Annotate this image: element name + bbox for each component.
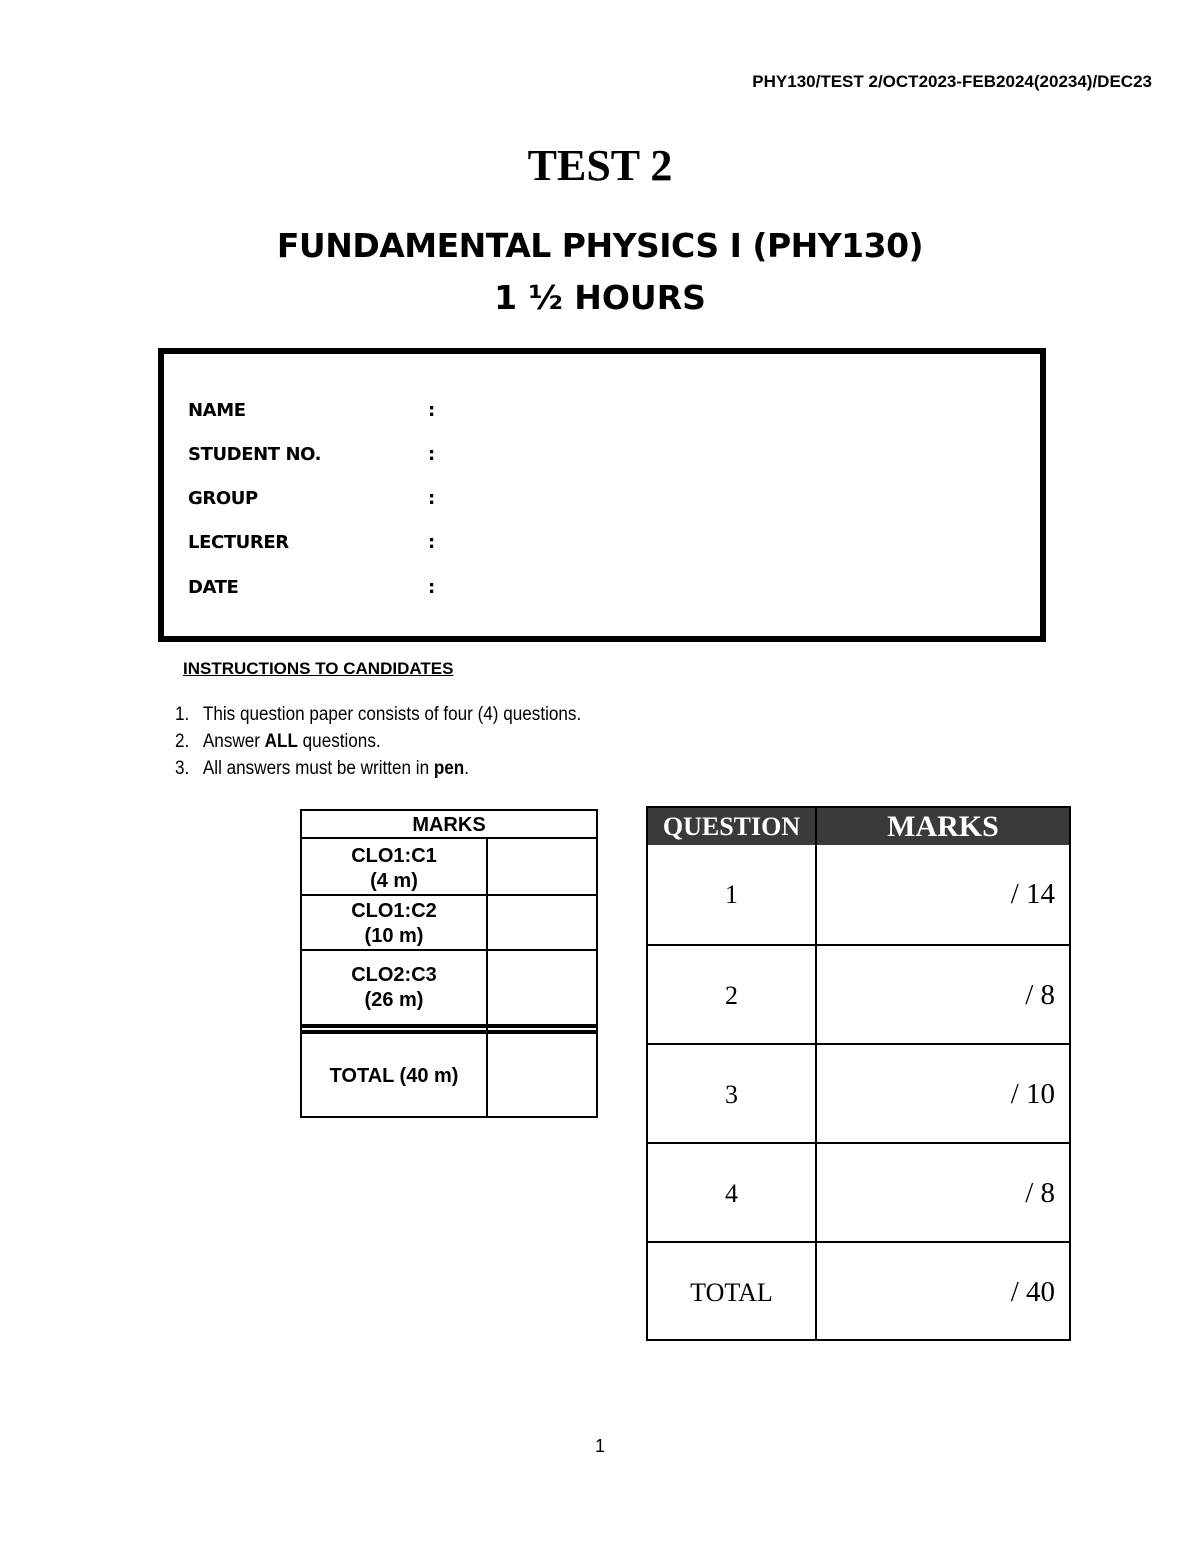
double-rule-top (302, 1024, 596, 1028)
instruction-text: questions. (297, 731, 381, 752)
question-max-marks: / 8 (1025, 1177, 1055, 1209)
instruction-item (175, 704, 581, 726)
clo-code: CLO2:C3 (351, 964, 437, 986)
clo-total-label: TOTAL (40 m) (329, 1065, 459, 1087)
document-code: PHY130/TEST 2/OCT2023-FEB2024(20234)/DEC23 (752, 72, 1152, 91)
question-number: 4 (725, 1179, 738, 1208)
info-colon: : (428, 444, 435, 465)
clo-code: CLO1:C1 (351, 845, 437, 867)
question-number: 1 (725, 880, 738, 909)
marks-column-header: MARKS (817, 808, 1069, 845)
clo-total-cell[interactable] (488, 1034, 596, 1118)
clo-code: CLO1:C2 (351, 900, 437, 922)
clo-marks-table (300, 809, 598, 1118)
question-max-marks: / 10 (1010, 1078, 1055, 1110)
question-row (648, 944, 1069, 1043)
info-colon: : (428, 488, 435, 509)
instruction-number: 2. (175, 731, 190, 752)
info-label: DATE (188, 577, 239, 598)
course-title: FUNDAMENTAL PHYSICS I (PHY130) (276, 226, 924, 265)
clo-score-cell[interactable] (488, 841, 596, 896)
info-label: GROUP (188, 488, 258, 509)
question-total-label: TOTAL (690, 1278, 773, 1307)
info-colon: : (428, 532, 435, 553)
exam-duration: 1 ½ HOURS (494, 278, 706, 317)
question-marks-table (646, 806, 1071, 1341)
question-row (648, 1043, 1069, 1142)
info-colon: : (428, 577, 435, 598)
instruction-text: Answer (202, 731, 265, 752)
instructions-heading: INSTRUCTIONS TO CANDIDATES (183, 659, 454, 678)
instruction-item (175, 758, 469, 780)
info-label: STUDENT NO. (188, 444, 322, 465)
clo-row-c3 (302, 951, 486, 1024)
question-number: 2 (725, 981, 738, 1010)
clo-row-c2 (302, 896, 486, 951)
clo-marks: (26 m) (364, 989, 424, 1011)
info-label: LECTURER (188, 532, 289, 553)
clo-table-header: MARKS (302, 811, 596, 839)
candidate-info-box (158, 348, 1046, 642)
instruction-text: . (464, 758, 469, 779)
instruction-item (175, 731, 381, 753)
instruction-emphasis: ALL (264, 731, 298, 752)
question-column-header: QUESTION (648, 808, 815, 845)
info-colon: : (428, 400, 435, 421)
instruction-emphasis: pen (433, 758, 465, 779)
question-max-marks: / 14 (1010, 878, 1055, 910)
clo-marks: (4 m) (370, 870, 418, 892)
clo-score-cell[interactable] (488, 896, 596, 951)
instruction-text: This question paper consists of four (4) questions. (202, 704, 582, 725)
instruction-text: All answers must be written in (202, 758, 434, 779)
clo-marks: (10 m) (364, 925, 424, 947)
question-total-marks: / 40 (1010, 1276, 1055, 1308)
instruction-number: 1. (175, 704, 190, 725)
question-total-row (648, 1241, 1069, 1339)
info-label: NAME (188, 400, 246, 421)
test-title: TEST 2 (527, 141, 673, 190)
clo-score-cell[interactable] (488, 951, 596, 1024)
page-number: 1 (594, 1436, 605, 1456)
question-row (648, 845, 1069, 944)
instruction-number: 3. (175, 758, 190, 779)
question-row (648, 1142, 1069, 1241)
clo-row-c1 (302, 841, 486, 896)
question-number: 3 (725, 1080, 738, 1109)
question-max-marks: / 8 (1025, 979, 1055, 1011)
